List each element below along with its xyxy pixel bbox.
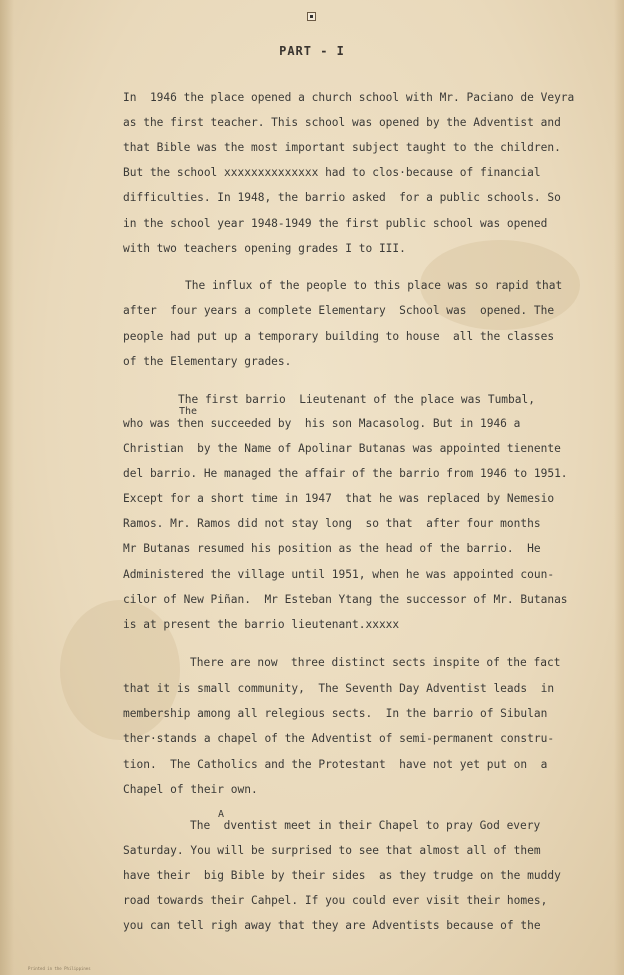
text-line: as the first teacher. This school was opened by the Adventist and [123,116,561,129]
text-line: Chapel of their own. [123,783,258,796]
text-line: who was then succeeded by his son Macasolog. But in 1946 a [123,417,521,430]
page-title: PART - I [279,44,345,58]
text-line: Saturday. You will be surprised to see that almost all of them [123,844,541,857]
text-line: del barrio. He managed the affair of the barrio from 1946 to 1951. [123,467,568,480]
page-left-edge-shadow [0,0,14,975]
interlinear-insertion: The [179,406,198,417]
text-line: difficulties. In 1948, the barrio asked for a public schools. So [123,191,561,204]
interlinear-insertion: A [218,809,225,820]
text-line: is at present the barrio lieutenant.xxxxx [123,618,400,631]
text-line: The influx of the people to this place was so rapid that [185,279,563,292]
text-line: ther·stands a chapel of the Adventist of semi-permanent constru- [123,732,555,745]
text-line: tion. The Catholics and the Protestant have not yet put on a [123,758,548,771]
text-line: cilor of New Piñan. Mr Esteban Ytang the successor of Mr. Butanas [123,593,568,606]
text-line: The dventist meet in their Chapel to pray God every [190,819,541,832]
text-line: But the school xxxxxxxxxxxxxx had to clos·because of financial [123,166,541,179]
text-line: after four years a complete Elementary School was opened. The [123,304,555,317]
text-line: of the Elementary grades. [123,355,292,368]
text-line: Mr Butanas resumed his position as the head of the barrio. He [123,542,541,555]
text-line: that Bible was the most important subject taught to the children. [123,141,561,154]
text-line: In 1946 the place opened a church school with Mr. Paciano de Veyra [123,91,575,104]
binding-hole-icon [307,12,316,21]
text-line: Except for a short time in 1947 that he was replaced by Nemesio [123,492,555,505]
text-line: with two teachers opening grades I to III. [123,242,406,255]
text-line: Administered the village until 1951, when he was appointed coun- [123,568,555,581]
text-line: Ramos. Mr. Ramos did not stay long so that after four months [123,517,541,530]
text-line: The first barrio Lieutenant of the place was Tumbal, [178,393,535,406]
page-footer-imprint: Printed in the Philippines [28,966,91,971]
text-line: in the school year 1948-1949 the first public school was opened [123,217,548,230]
page-right-edge-shadow [614,0,624,975]
text-line: have their big Bible by their sides as they trudge on the muddy [123,869,561,882]
text-line: you can tell righ away that they are Adventists because of the [123,919,541,932]
text-line: Christian by the Name of Apolinar Butanas was appointed tienente [123,442,561,455]
text-line: road towards their Cahpel. If you could ever visit their homes, [123,894,548,907]
text-line: There are now three distinct sects inspite of the fact [190,656,561,669]
text-line: people had put up a temporary building to house all the classes [123,330,555,343]
text-line: membership among all relegious sects. In the barrio of Sibulan [123,707,548,720]
text-line: that it is small community, The Seventh Day Adventist leads in [123,682,555,695]
